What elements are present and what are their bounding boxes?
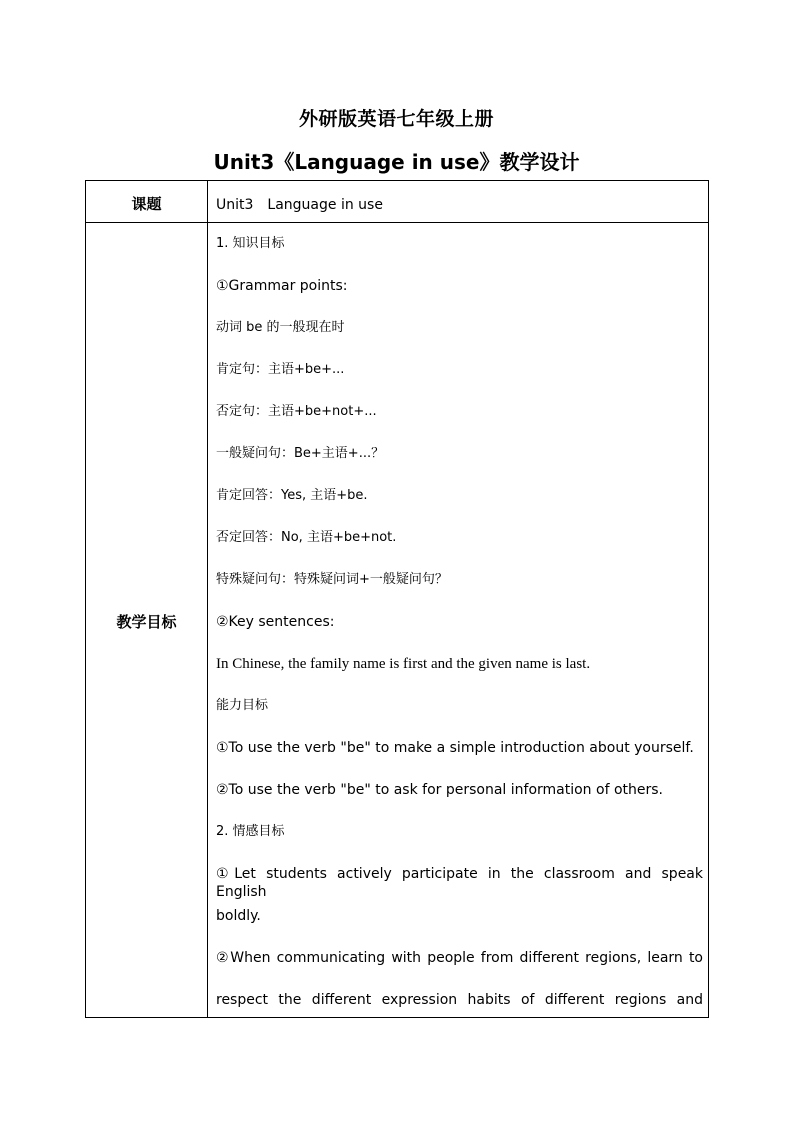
goal-line: ②To use the verb "be" to ask for personal information of others. bbox=[216, 782, 663, 798]
goal-line: ①Grammar points: bbox=[216, 278, 348, 294]
goal-line: 一般疑问句：Be+主语+...？ bbox=[216, 446, 385, 461]
document-title: 外研版英语七年级上册 bbox=[298, 108, 494, 130]
goal-line: 能力目标 bbox=[216, 698, 269, 713]
document-subtitle: Unit3《Language in use》教学设计 bbox=[213, 150, 580, 174]
column-divider bbox=[207, 181, 208, 1017]
goal-line: 肯定句：主语+be+... bbox=[216, 362, 345, 377]
topic-label: 课题 bbox=[131, 195, 162, 213]
goal-line: ②When communicating with people from different regions, learn to bbox=[216, 950, 703, 966]
goal-line: 否定句：主语+be+not+... bbox=[216, 404, 377, 419]
goal-line: 2. 情感目标 bbox=[216, 824, 285, 839]
goal-line: 肯定回答：Yes, 主语+be. bbox=[216, 488, 368, 503]
goal-line: respect the different expression habits of different regions and bbox=[216, 992, 703, 1008]
goal-line: 否定回答：No, 主语+be+not. bbox=[216, 530, 397, 545]
goal-line: ①Let students actively participate in the classroom and speak English bbox=[216, 866, 703, 900]
topic-value: Unit3 Language in use bbox=[216, 197, 383, 213]
goal-line: 1. 知识目标 bbox=[216, 236, 285, 251]
lesson-plan-table bbox=[85, 180, 709, 1018]
goal-line: In Chinese, the family name is first and the given name is last. bbox=[216, 656, 591, 672]
goal-line: 动词 be 的一般现在时 bbox=[216, 320, 345, 335]
teaching-goals-label: 教学目标 bbox=[116, 613, 177, 631]
topic-row bbox=[86, 181, 708, 223]
goal-line: ①To use the verb "be" to make a simple introduction about yourself. bbox=[216, 740, 694, 756]
goal-line: ②Key sentences: bbox=[216, 614, 335, 630]
goal-line: boldly. bbox=[216, 908, 261, 924]
goal-line: 特殊疑问句：特殊疑问词+一般疑问句？ bbox=[216, 572, 448, 587]
